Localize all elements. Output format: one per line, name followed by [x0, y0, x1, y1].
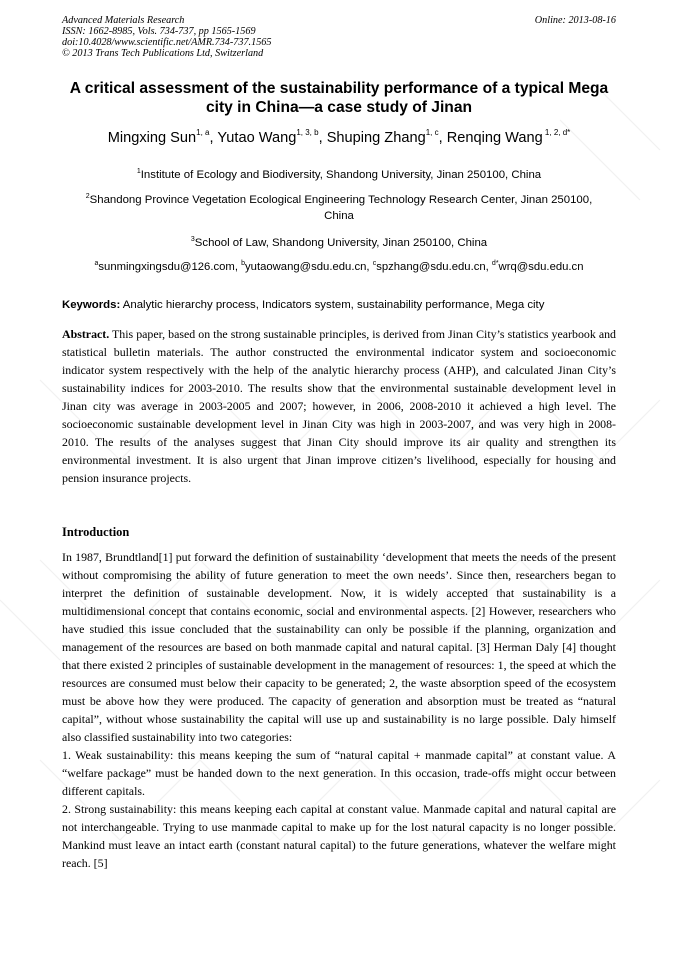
intro-paragraph: 1. Weak sustainability: this means keeping the sum of “natural capital + manmade capital” at constant value. A “welfare package” must be handed down to the next generation. In this occasion, trade-offs might occur between different capitals.	[62, 748, 616, 798]
affiliation-sup: 2	[85, 193, 90, 200]
author-name: Shuping Zhang	[326, 130, 426, 146]
author-sup: 1, a	[196, 128, 210, 137]
introduction-heading: Introduction	[62, 525, 130, 539]
affiliation-text: Shandong Province Vegetation Ecological Engineering Technology Research Center, Jinan 250100, China	[89, 194, 593, 222]
email-sup: c	[372, 260, 377, 267]
affiliation-sup: 3	[190, 236, 195, 243]
email-address[interactable]: sunmingxingsdu@126.com	[98, 261, 235, 273]
email-separator: ,	[485, 261, 492, 273]
journal-header	[62, 15, 271, 59]
email-separator: ,	[366, 261, 373, 273]
email-address[interactable]: wrq@sdu.edu.cn	[498, 261, 584, 273]
abstract-label: Abstract.	[62, 327, 110, 341]
email-sup: b	[241, 260, 246, 267]
author-name: Mingxing Sun	[107, 130, 197, 146]
email-separator: ,	[234, 261, 242, 273]
author-name: Yutao Wang	[217, 130, 297, 146]
issn-line: ISSN: 1662-8985, Vols. 734-737, pp 1565-1569	[62, 26, 256, 37]
keywords-text: Analytic hierarchy process, Indicators system, sustainability performance, Mega city	[122, 299, 545, 311]
email-sup: a	[94, 260, 99, 267]
abstract-text: This paper, based on the strong sustainable principles, is derived from Jinan City’s statistics yearbook and statistical bulletin materials. The author constructed the environmental indicator system and socioeconomic indicator system respectively with the help of the analytic hierarchy process (AHP), and calculated Jinan City’s sustainability indices for 2003-2010. The results show that the environmental sustainable development level in Jinan city was average in 2003-2005 and 2007; however, in 2006, 2008-2010 it achieved a high level. The socioeconomic sustainable development level in Jinan City was high in 2003-2007, and was very high in 2008-2010. The results of the analyses suggest that Jinan City should improve its air quality and strengthen its environmental investment. It is also urgent that Jinan improve citizen’s livelihood, especially for housing and pension insurance projects.	[62, 327, 616, 485]
keywords-label: Keywords:	[62, 299, 121, 311]
email-sup: d*	[491, 260, 499, 267]
copyright-line: © 2013 Trans Tech Publications Ltd, Switzerland	[62, 48, 264, 59]
author-list	[62, 129, 616, 147]
author-separator: ,	[209, 130, 218, 146]
affiliation-2	[62, 192, 616, 224]
email-address[interactable]: spzhang@sdu.edu.cn	[376, 261, 486, 273]
author-sup: 1, 3, b	[296, 128, 319, 137]
author-separator: ,	[318, 130, 327, 146]
affiliation-1	[62, 167, 616, 183]
author-separator: ,	[438, 130, 447, 146]
affiliation-text: Institute of Ecology and Biodiversity, Shandong University, Jinan 250100, China	[140, 169, 542, 181]
affiliation-3	[62, 235, 616, 251]
doi-line: doi:10.4028/www.scientific.net/AMR.734-737.1565	[62, 37, 272, 48]
author-sup: 1, 2, d*	[542, 128, 571, 137]
intro-paragraph: 2. Strong sustainability: this means keeping each capital at constant value. Manmade capital and natural capital are not interchangeable. Trying to use manmade capital to make up for the lost natural capacity is no longer possible. Mankind must leave an intact earth (constant natural capital) to the future generations, whatever the welfare might reach. [5]	[62, 802, 616, 870]
intro-paragraph: In 1987, Brundtland[1] put forward the definition of sustainability ‘development that meets the needs of the present without compromising the ability of future generation to meet the own needs’. Since then, researchers began to interpret the definition of sustainable development. Now, it is widely accepted that sustainability is a multidimensional concept that contains economic, social and environmental aspects. [2] However, researchers who have studied this issue concluded that the sustainability can only be possible if the planning, organization and management of the resources are based on both manmade capital and natural capital. [3] Herman Daly [4] thought that there existed 2 principles of sustainable development in the management of resources: 1, the speed at which the resources are consumed must below their capacity to be generated; 2, the waste absorption speed of the ecosystem must be above how they were produced. The capacity of generation and absorption must be treated as “natural capital”, without whose sustainability the capital will use up and sustainability is no large possible. Daly himself also classified sustainability into two categories:	[62, 550, 616, 744]
abstract-paragraph	[62, 325, 616, 487]
email-list	[62, 259, 616, 275]
keywords-line	[62, 297, 616, 313]
author-name: Renqing Wang	[446, 130, 543, 146]
author-sup: 1, c	[425, 128, 439, 137]
paper-title: A critical assessment of the sustainability performance of a typical Mega city in China—a case study of Jinan	[69, 80, 609, 116]
email-address[interactable]: yutaowang@sdu.edu.cn	[245, 261, 367, 273]
journal-name: Advanced Materials Research	[62, 15, 185, 26]
affiliation-sup: 1	[136, 168, 141, 175]
introduction-body	[62, 548, 616, 872]
affiliation-text: School of Law, Shandong University, Jinan 250100, China	[194, 237, 488, 249]
online-date: Online: 2013-08-16	[534, 15, 616, 26]
